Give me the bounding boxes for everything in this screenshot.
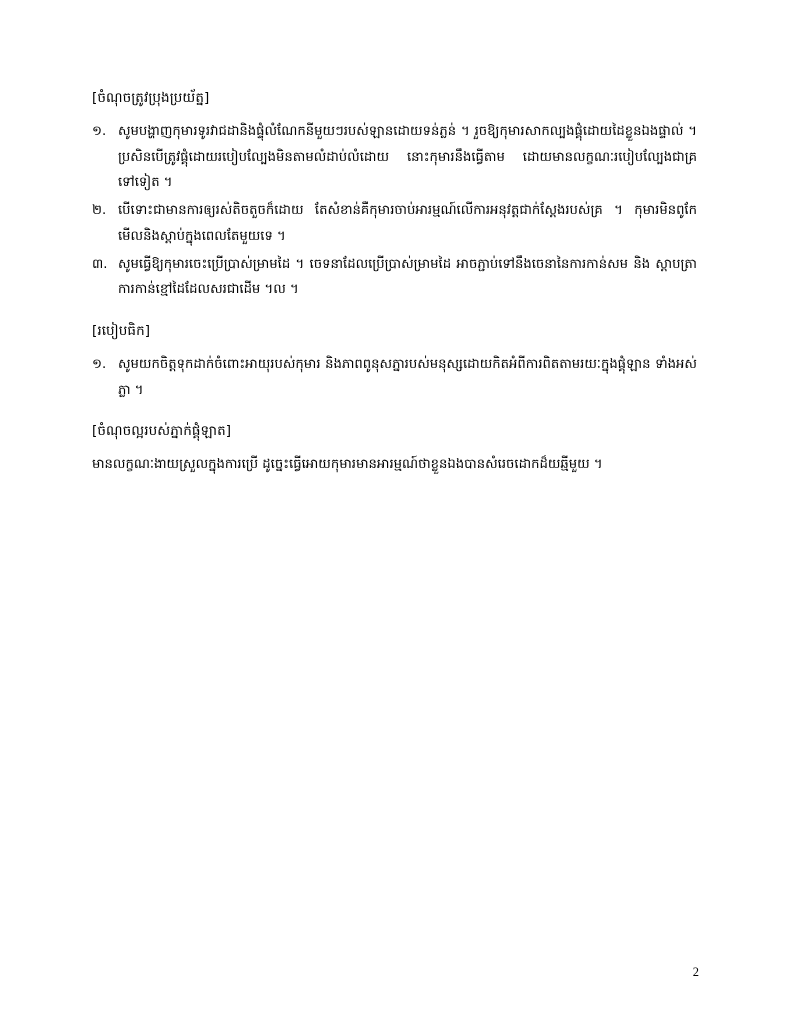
section-heading: [ចំណុចល្អរបស់ភ្នាក់ផ្គុំឡាត] <box>92 423 232 440</box>
list-item-text: បើទោះជាមានការឲ្យរស់តិចតួចក៏ដោយ តែសំខាន់គឺកុមារចាប់អារម្មណ៍លើការអនុវត្តជាក់ស្តែងរបស់គ្រ ។ កុមារមិនពូកែមើលនិងស្តាប់ក្នុងពេលតែមួយទេ ។ <box>118 203 697 244</box>
list-item-text: សូមបង្ហាញកុមារទូរវាជដានិងផ្ទុំលំណែកនីមួយៗរបស់ឡានដោយទន់ភ្លន់ ។ រួចឱ្យកុមារសាកល្បងផ្គុំដោយដៃខ្លួនឯងផ្ទាល់ ។ ប្រសិនបើត្រូវផ្គុំដោយរបៀបល្បែងមិនតាមលំដាប់លំដោយ នោះកុមារនឹងធ្វើតាម ដោយមានលក្ខណៈរបៀបល្បែងជាគ្រ ទៅទៀត ។ <box>118 123 697 191</box>
section-heading: [របៀបធិក] <box>92 323 151 340</box>
list-item <box>92 119 699 196</box>
list-item <box>92 252 699 303</box>
list-item <box>92 352 699 403</box>
list-item <box>92 198 699 249</box>
warnings-list <box>92 119 699 303</box>
list-item-marker: ១. <box>92 356 107 372</box>
section-benefits <box>92 421 699 478</box>
section-spacer <box>92 405 699 421</box>
list-item-text: សូមធ្វើឱ្យកុមារចេះប្រើប្រាស់ម្រាមដៃ ។ ចេទនាដែលប្រើប្រាស់ម្រាមដៃ អាចភ្ជាប់ទៅនឹងចេនានៃការកាន់សម និង ស្តាបត្រា ការកាន់ខ្មៅដៃដែលសរជាដើម ។ល ។ <box>118 256 697 298</box>
list-item-marker: ១. <box>92 123 107 139</box>
section-spacer <box>92 305 699 321</box>
page-number: 2 <box>692 965 699 979</box>
list-item-marker: ២. <box>92 203 107 219</box>
section-method <box>92 321 699 403</box>
benefits-paragraph: មានលក្ខណៈងាយស្រួលក្នុងការប្រើ ដូច្នេះធ្វើអោយកុមារមានអារម្មណ៍ថាខ្លួនឯងបានសំរេចដោកដ៏យឆ្មីមួយ ។ <box>92 457 603 473</box>
method-list <box>92 352 699 403</box>
list-item-marker: ៣. <box>92 256 108 272</box>
section-heading: [ចំណុចត្រូវប្រុងប្រយ័ត្ន] <box>92 90 210 106</box>
list-item-text: សូមយកចិត្តទុកដាក់ចំពោះអាយុរបស់កុមារ និងភាពពូនុសភ្នារបស់មនុស្សដោយកិតអំពីការពិតតាមរយៈក្នុងផ្គុំឡាន ទាំងអស់ភ្លា ។ <box>118 356 697 398</box>
section-warnings <box>92 88 699 303</box>
